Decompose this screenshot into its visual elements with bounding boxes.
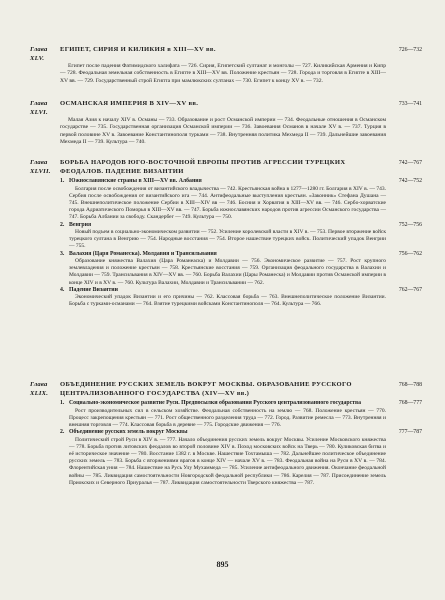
section-3 <box>30 251 422 287</box>
section-title: Валахия (Царя Романеска). Молдавия и Трансильвания <box>69 250 217 257</box>
chapter-summary: Египет после падения Фатимидского халифата — 726. Сирия, Египетский султанат и монголы — 727. Киликийская Армения и Кипр — 728. Феодальная земельная собственность в Египте в XIII—XV вв. Положение крестьян — 728. Города и торговля в Египте в XIII—XV вв. — 729. Государственный строй Египта при мамлюкских султанах — 730. Египет к концу XV в. — 732. <box>60 63 386 84</box>
section-summary: Новый подъем в социально-экономическом развитии — 752. Усиление королевской власти в XIV в. — 753. Первое вторжение войск турецкого султана в Венгрию — 754. Народные восстания — 754. Второе нашествие турецких войск. Политический упадок Венгрии — 755. <box>69 229 386 250</box>
section-2 <box>30 222 422 251</box>
section-2 <box>30 429 422 487</box>
section-1 <box>30 400 422 429</box>
section-contents <box>69 186 386 222</box>
chapter-label: Глава XLIX. <box>30 381 49 397</box>
section-title: Социально-экономическое развитие Руси. Предпосылки образования Русского централизованного государства <box>69 400 362 407</box>
section-contents <box>69 258 386 287</box>
section-number: 1. <box>60 400 65 407</box>
page-number: 895 <box>216 560 229 569</box>
section-summary: Политический строй Руси в XIV в. — 777. Начало объединения русских земель вокруг Москвы. Усиление Московского княжества — 778. Борьба против литовских феодалов во второй половине XIV в. Поход московских войск на Тверь — 780. Куликовская битва и её историческое значение — 780. Восстание 1382 г. в Москве. Нашествие Тохтамыша — 782. Дальнейшее политическое объединение русских земель — 783. Борьба с вторжениями врагов в конце XIV — начале XV в. — 783. Феодальная война на Руси в XV в. — 784. Флорентийская уния — 784. Нашествие на Русь Улу Мухаммеда — 785. Усиление антифеодального движения. Окончание феодальной войны — 785. Ликвидация самостоятельности Новгородской феодальной республики — 786. Карелия — 787. Присоединение земель Приокских и Северного Приуралья — 787. Ликвидация самостоятельности Тверского княжества — 787. <box>69 436 386 486</box>
chapter-label: Глава XLV. <box>30 46 48 62</box>
chapter-contents <box>60 117 386 146</box>
section-summary: Экономический упадок Византии и его причины — 762. Классовая борьба — 763. Внешнеполитическое положение Византии. Борьба с турками-османами — 764. Взятие турецкими войсками Константинополя — 764. Культура — 766. <box>69 294 386 308</box>
section-contents <box>69 437 386 487</box>
section-number: 2. <box>60 429 65 436</box>
section-summary: Болгария после освобождения от византийского владычества — 742. Крестьянская война в 1277—1280 гг. Болгария в XIV в. — 743. Сербия после освобождения от византийского ига — 744. Антифеодальные выступления крестьян. «Законник» Стефана Душана — 745. Внешнеполитическое положение Сербии в XIII—XIV вв — 746. Босния и Хорватия в XIII—XV вв. — 746. Сербо-хорватские города Адриатического Поморья в XIII—XV вв. — 747. Борьба южнославянских народов против агрессии Османского государства — 747. Борьба Албании за свободу. Скандербег — 749. Культура — 750. <box>69 185 386 221</box>
chapter-label: Глава XLVI. <box>30 100 48 116</box>
chapter-contents <box>60 63 386 85</box>
section-heading <box>60 400 422 407</box>
section-title: Венгрия <box>69 221 92 228</box>
section-page-range: 756—762 <box>398 250 422 257</box>
chapter-page-range: 733—741 <box>398 101 422 107</box>
section-contents <box>69 294 386 308</box>
section-number: 1. <box>60 178 65 185</box>
section-summary: Рост производительных сил в сельском хозяйстве. Феодальная собственность на землю — 768. Положение крестьян — 770. Процесс закрепощения крестьян — 771. Рост общественного разделения труда — 772. Город. Развитие ремесла — 773. Внутренняя и внешняя торговля — 774. Классовая борьба в деревне — 775. Городские движения — 776. <box>69 407 386 428</box>
chapter-page-range: 742—767 <box>398 160 422 166</box>
section-1 <box>30 178 422 221</box>
section-page-range: 752—756 <box>398 221 422 228</box>
section-page-range: 762—767 <box>398 286 422 293</box>
chapter-46 <box>30 100 422 146</box>
section-heading <box>60 429 422 436</box>
chapter-heading <box>30 46 422 63</box>
section-title: Южнославянские страны в XIII—XV вв. Албания <box>69 178 202 185</box>
chapter-page-range: 768—788 <box>398 382 422 388</box>
chapter-title: БОРЬБА НАРОДОВ ЮГО-ВОСТОЧНОЙ ЕВРОПЫ ПРОТИВ АГРЕССИИ ТУРЕЦКИХ ФЕОДАЛОВ. ПАДЕНИЕ ВИЗАНТИИ <box>60 159 346 175</box>
chapter-heading <box>30 159 422 176</box>
section-summary: Образование княжества Валахия (Цара Романеаска) и Молдавии — 756. Экономическое развитие — 757. Рост крупного землевладения и положение крестьян — 758. Крестьянские восстания — 759. Организация феодального государства в Валахии и Молдавии — 759. Трансильвания в XIV—XV вв. — 760. Борьба Валахии (Цары Романеска) и Молдавии против Османской империи в конце XIV и в XV в. — 760. Культура Валахии, Молдавии и Трансильвании — 762. <box>69 258 386 286</box>
chapter-47 <box>30 159 422 309</box>
chapter-heading <box>30 381 422 398</box>
chapter-summary: Малая Азия к началу XIV в. Османы — 733. Образование и рост Османской империи — 734. Феодальные отношения в Османском государстве — 735. Государственная организация Османской империи — 736. Завоевания Османов в начале XV в. — 737. Турция в первой половине XV в. Завоевание Константинополя турками — 738. Внутренняя политика Мехмеда II — 739. Дальнейшие завоевания Мехмеда II — 739. Культура — 740. <box>60 117 386 146</box>
section-page-range: 777—787 <box>398 429 422 436</box>
section-contents <box>69 408 386 430</box>
section-title: Падение Византии <box>69 286 118 293</box>
section-heading <box>60 251 422 258</box>
chapter-label: Глава XLVII. <box>30 159 51 175</box>
chapter-title: ЕГИПЕТ, СИРИЯ И КИЛИКИЯ в XIII—XV вв. <box>60 46 216 53</box>
chapter-45 <box>30 46 422 85</box>
section-page-range: 768—777 <box>398 400 422 407</box>
section-number: 2. <box>60 221 65 228</box>
section-contents <box>69 229 386 251</box>
section-heading <box>60 222 422 229</box>
section-4 <box>30 287 422 309</box>
section-number: 4. <box>60 286 65 293</box>
chapter-page-range: 726—732 <box>398 47 422 53</box>
section-title: Объединение русских земель вокруг Москвы <box>69 429 188 436</box>
section-number: 3. <box>60 250 65 257</box>
chapter-49 <box>30 381 422 487</box>
chapter-title: ОБЪЕДИНЕНИЕ РУССКИХ ЗЕМЕЛЬ ВОКРУГ МОСКВЫ. ОБРАЗОВАНИЕ РУССКОГО ЦЕНТРАЛИЗОВАННОГО ГОСУДАРСТВА (XIV—XV вв.) <box>60 381 352 397</box>
chapter-heading <box>30 100 422 117</box>
section-page-range: 742—752 <box>398 178 422 185</box>
chapter-title: ОСМАНСКАЯ ИМПЕРИЯ В XIV—XV вв. <box>60 100 199 107</box>
section-heading <box>60 178 422 185</box>
